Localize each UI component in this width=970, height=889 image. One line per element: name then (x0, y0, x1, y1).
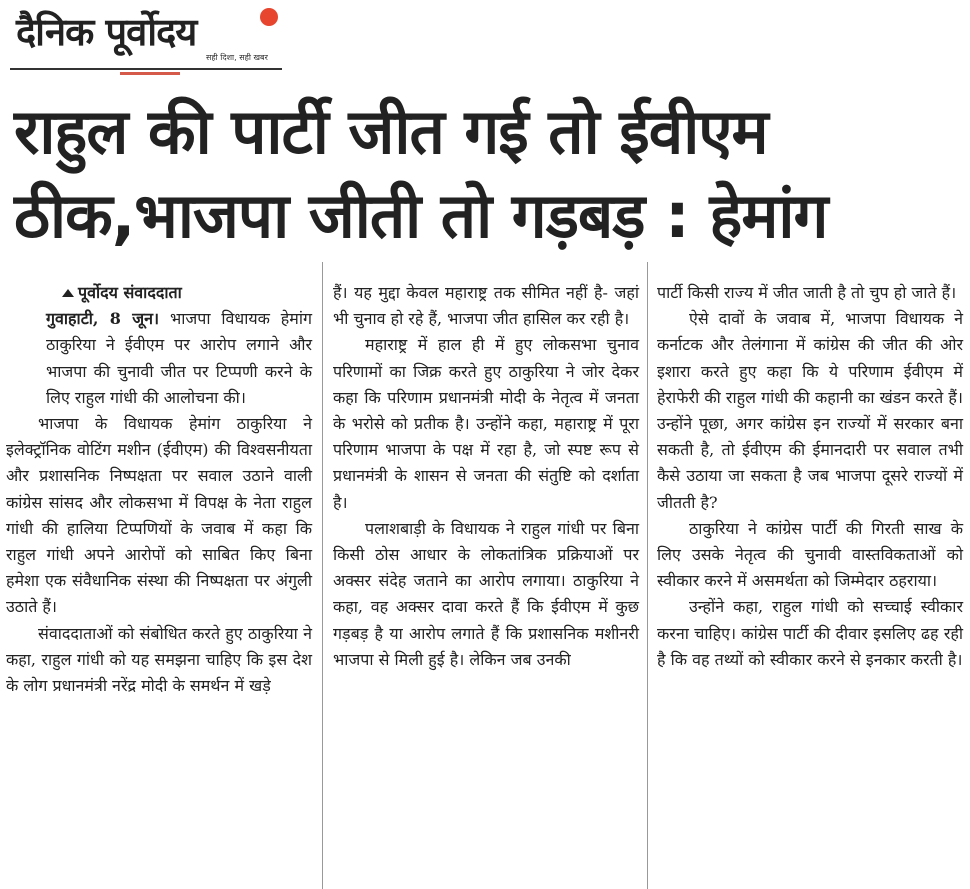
paragraph: पार्टी किसी राज्य में जीत जाती है तो चुप हो जाते हैं। (657, 283, 957, 302)
article-column-2 (333, 280, 639, 673)
masthead (10, 6, 288, 72)
byline-text: पूर्वोदय संवाददाता (78, 283, 182, 302)
article-column-1 (6, 280, 312, 699)
masthead-accent (120, 72, 180, 75)
headline-line-1: राहुल की पार्टी जीत गई तो ईवीएम (14, 95, 768, 168)
headline (14, 90, 959, 258)
column-divider (647, 262, 648, 889)
paragraph: पलाशबाड़ी के विधायक ने राहुल गांधी पर बिना किसी ठोस आधार के लोकतांत्रिक प्रक्रियाओं पर अक्सर संदेह जताने का आरोप लगाया। ठाकुरिया ने कहा, वह अक्सर दावा करते हैं कि ईवीएम में कुछ गड़बड़ है या आरोप लगाते हैं कि प्रशासनिक मशीनरी भाजपा से मिली हुई है। लेकिन जब उनकी (333, 518, 639, 669)
paragraph: ठाकुरिया ने कांग्रेस पार्टी की गिरती साख के लिए उसके नेतृत्व की चुनावी वास्तविकताओं को स्वीकार करने में असमर्थता को जिम्मेदार ठहराया। (657, 518, 963, 591)
paragraph: हैं। यह मुद्दा केवल महाराष्ट्र तक सीमित नहीं है- जहां भी चुनाव हो रहे हैं, भाजपा जीत हासिल कर रही है। (333, 283, 639, 329)
dateline: गुवाहाटी, 8 जून। (46, 309, 160, 329)
paragraph: संवाददाताओं को संबोधित करते हुए ठाकुरिया ने कहा, राहुल गांधी को यह समझना चाहिए कि इस देश के लोग प्रधानमंत्री नरेंद्र मोदी के समर्थन में खड़े (6, 623, 312, 696)
lead-text: भाजपा विधायक हेमांग ठाकुरिया ने ईवीएम पर आरोप लगाने और भाजपा की चुनावी जीत पर टिप्पणी करने के लिए राहुल गांधी की आलोचना की। (46, 309, 312, 407)
tagline: सही दिशा, सही खबर (206, 53, 268, 62)
paragraph: उन्होंने कहा, राहुल गांधी को सच्चाई स्वीकार करना चाहिए। कांग्रेस पार्टी की दीवार इसलिए ढह रही है कि वह तथ्यों को स्वीकार करने से इनकार करती है। (657, 597, 963, 669)
logo-dot-icon (260, 8, 278, 26)
paragraph: महाराष्ट्र में हाल ही में हुए लोकसभा चुनाव परिणामों का जिक्र करते हुए ठाकुरिया ने जोर देकर कहा कि परिणाम प्रधानमंत्री मोदी के नेतृत्व में जनता के भरोसे को प्रतीक है। उन्होंने कहा, महाराष्ट्र में पूरा परिणाम भाजपा के पक्ष में रहा है, जो स्पष्ट रूप से प्रधानमंत्री के शासन से जनता की संतुष्टि को दर्शाता है। (333, 335, 639, 512)
masthead-rule (10, 68, 282, 70)
article-column-3 (657, 280, 963, 673)
paragraph: भाजपा के विधायक हेमांग ठाकुरिया ने इलेक्ट्रॉनिक वोटिंग मशीन (ईवीएम) की विश्वसनीयता और प्रशासनिक निष्पक्षता पर सवाल उठाने वाली कांग्रेस सांसद और लोकसभा में विपक्ष के नेता राहुल गांधी की हालिया टिप्पणियों के जवाब में कहा कि राहुल गांधी अपने आरोपों को साबित किए बिना हमेशा एक संवैधानिक संस्था की निष्पक्षता पर अंगुली उठाते हैं। (6, 414, 312, 617)
headline-line-2: ठीक,भाजपा जीती तो गड़बड़ : हेमांग (14, 179, 828, 252)
lead-paragraph (6, 306, 312, 411)
byline (6, 280, 312, 306)
newspaper-logo: दैनिक पूर्वोदय (16, 10, 197, 54)
paragraph: ऐसे दावों के जवाब में, भाजपा विधायक ने कर्नाटक और तेलंगाना में कांग्रेस की जीत की ओर इशारा करते हुए कहा कि ये परिणाम ईवीएम में हेराफेरी की राहुल गांधी की कहानी का खंडन करते हैं। उन्होंने पूछा, अगर कांग्रेस इन राज्यों में सरकार बना सकती है, तो ईवीएम की ईमानदारी पर सवाल तभी कैसे उठाया जा सकता है जब भाजपा दूसरे राज्यों में जीतती है? (657, 309, 963, 512)
column-divider (322, 262, 323, 889)
triangle-icon (62, 289, 74, 297)
